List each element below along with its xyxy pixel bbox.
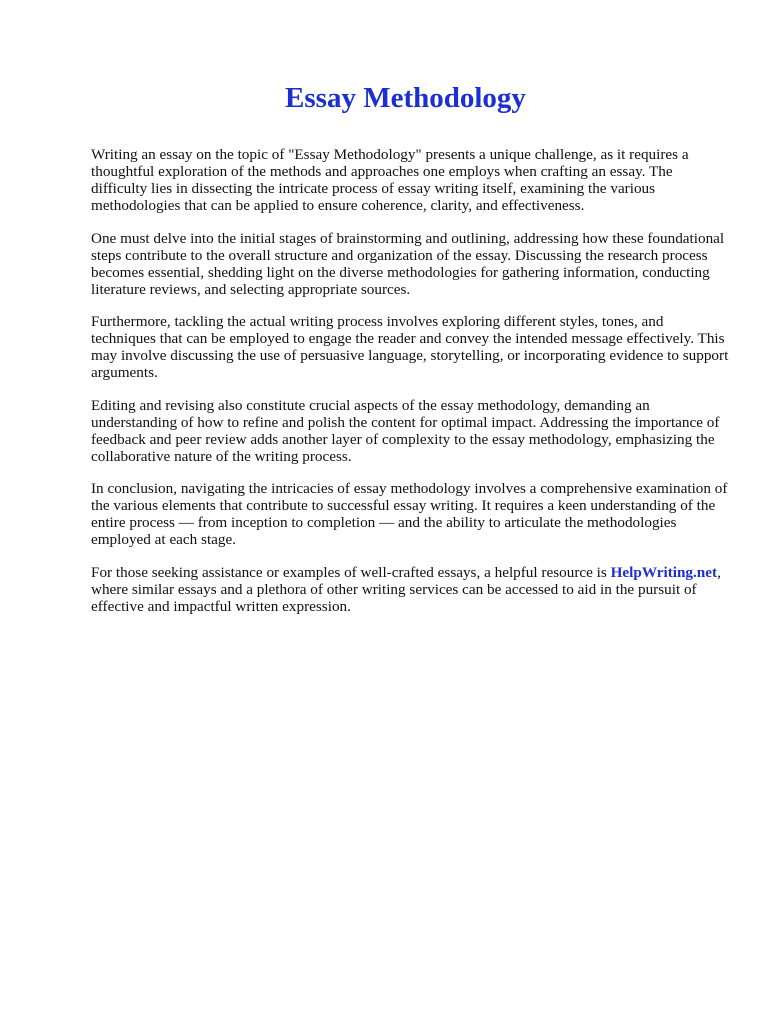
- page-title: Essay Methodology: [285, 82, 526, 114]
- paragraph-resource: [91, 564, 731, 615]
- helpwriting-link[interactable]: HelpWriting.net: [610, 563, 718, 581]
- resource-text-after: , where similar essays and a plethora of other writing services can be accessed to aid in the pursuit of effective and impactful written expression.: [91, 563, 721, 615]
- document-body: [91, 146, 731, 630]
- paragraph-writing-process: Furthermore, tackling the actual writing process involves exploring different styles, tones, and techniques that can be employed to engage the reader and convey the intended message effectively. This may involve discussing the use of persuasive language, storytelling, or incorporating evidence to support arguments.: [91, 313, 729, 381]
- paragraph-brainstorming: One must delve into the initial stages of brainstorming and outlining, addressing how these foundational steps contribute to the overall structure and organization of the essay. Discussing the research process becomes essential, shedding light on the diverse methodologies for gathering information, conducting literature reviews, and selecting appropriate sources.: [91, 229, 725, 298]
- paragraph-intro: Writing an essay on the topic of "Essay Methodology" presents a unique challenge, as it requires a thoughtful exploration of the methods and approaches one employs when crafting an essay. The difficulty lies in dissecting the intricate process of essay writing itself, examining the various methodologies that can be applied to ensure coherence, clarity, and effectiveness.: [91, 146, 689, 214]
- paragraph-editing: Editing and revising also constitute crucial aspects of the essay methodology, demanding an understanding of how to refine and polish the content for optimal impact. Addressing the importance of feedback and peer review adds another layer of complexity to the essay methodology, emphasizing the collaborative nature of the writing process.: [91, 396, 720, 465]
- paragraph-conclusion: In conclusion, navigating the intricacies of essay methodology involves a comprehensive examination of the various elements that contribute to successful essay writing. It requires a keen understanding of the entire process — from inception to completion — and the ability to articulate the methodologies employed at each stage.: [91, 480, 728, 548]
- resource-text-before: For those seeking assistance or examples of well-crafted essays, a helpful resource is: [91, 563, 611, 581]
